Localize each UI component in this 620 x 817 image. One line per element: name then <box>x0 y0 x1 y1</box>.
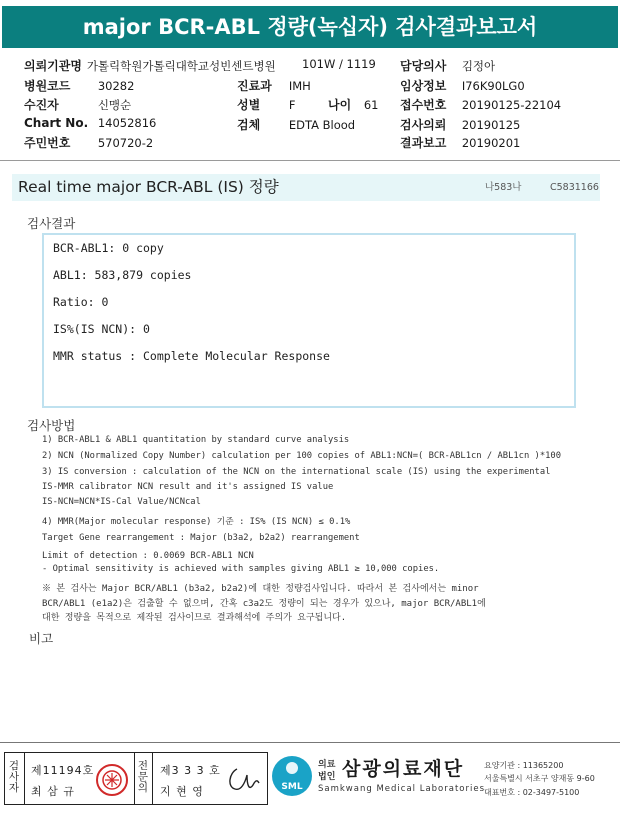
inspector-license: 제11194호 <box>31 764 95 777</box>
report-value: 20190201 <box>461 136 521 150</box>
result-box <box>42 233 576 408</box>
logo-text: SML <box>281 782 303 792</box>
method-line-9: - Optimal sensitivity is achieved with samples giving ABL1 ≥ 10,000 copies. <box>42 564 440 574</box>
report-title: major BCR-ABL 정량(녹십자) 검사결과보고서 <box>2 6 618 48</box>
doctor-row <box>400 57 495 74</box>
sex-value: F <box>288 98 296 112</box>
request-value: 20190125 <box>461 118 521 132</box>
hospital-row <box>24 57 276 74</box>
result-line-abl1: ABL1: 583,879 copies <box>53 268 192 282</box>
age-row <box>328 96 378 113</box>
result-line-ratio: Ratio: 0 <box>53 295 109 309</box>
clinic-value: I76K90LG0 <box>461 79 525 93</box>
code-value: 30282 <box>97 79 135 93</box>
id-value: 570720-2 <box>97 136 154 150</box>
specialist-name: 지 현 영 <box>160 785 204 798</box>
section-header <box>12 174 600 201</box>
section-title: Real time major BCR-ABL (IS) 정량 <box>18 178 279 196</box>
doctor-value: 김정아 <box>461 59 496 73</box>
hospital-label: 의뢰기관명 <box>24 59 82 73</box>
specimen-label: 검체 <box>237 118 261 132</box>
ward-row <box>302 57 376 71</box>
signature-box <box>4 752 268 805</box>
specialist-signature-icon <box>223 761 263 797</box>
inspector-stamp-icon <box>95 763 129 797</box>
header-divider <box>0 160 620 161</box>
id-label: 주민번호 <box>24 136 71 150</box>
method-line-2: 2) NCN (Normalized Copy Number) calculation per 100 copies of ABL1:NCN=( BCR-ABL1cn / ABL1cn )*100 <box>42 451 562 461</box>
chart-value: 14052816 <box>97 116 157 130</box>
org-english: Samkwang Medical Laboratories <box>318 784 486 794</box>
signature-divider-2 <box>134 753 135 804</box>
clinic-label: 임상정보 <box>400 79 447 93</box>
footer-divider <box>0 742 620 743</box>
method-line-12: 대한 정량을 목적으로 제작된 검사이므로 결과해석에 주의가 요구됩니다. <box>42 613 347 623</box>
method-line-6: 4) MMR(Major molecular response) 기준 : IS% (IS NCN) ≤ 0.1% <box>42 517 351 527</box>
accession-label: 접수번호 <box>400 98 447 112</box>
section-code-1: 나583나 <box>485 182 522 193</box>
method-line-5: IS-NCN=NCN*IS-Cal Value/NCNcal <box>42 497 201 507</box>
result-line-bcr-abl1: BCR-ABL1: 0 copy <box>53 241 164 255</box>
patient-value: 신맹순 <box>97 98 132 112</box>
code-label: 병원코드 <box>24 79 71 93</box>
result-line-mmr-status: MMR status : Complete Molecular Response <box>53 349 330 363</box>
signature-divider-1 <box>24 753 25 804</box>
age-value: 61 <box>363 98 379 112</box>
specialist-vertical-label: 전문의 <box>137 760 149 794</box>
org-prefix-1: 의료 <box>318 760 336 770</box>
inspector-name: 최 삼 규 <box>31 785 75 798</box>
code-row <box>24 77 134 94</box>
method-line-10: ※ 본 검사는 Major BCR/ABL1 (b3a2, b2a2)에 대한 정량검사입니다. 따라서 본 검사에서는 minor <box>42 584 479 594</box>
specimen-row <box>237 116 355 133</box>
method-line-1: 1) BCR-ABL1 & ABL1 quantitation by standard curve analysis <box>42 435 350 445</box>
section-code-2: C5831166 <box>550 182 599 193</box>
hospital-value: 가톨릭학원가톨릭대학교성빈센트병원 <box>86 59 276 73</box>
accession-row <box>400 96 561 113</box>
dept-label: 진료과 <box>237 79 272 93</box>
org-phone: 대표번호 : 02-3497-5100 <box>484 788 580 797</box>
chart-row <box>24 116 156 130</box>
patient-label: 수진자 <box>24 98 59 112</box>
sml-logo-icon <box>270 754 314 798</box>
signature-divider-3 <box>152 753 153 804</box>
inspector-vertical-label: 검사자 <box>8 760 20 794</box>
accession-value: 20190125-22104 <box>461 98 562 112</box>
method-line-3: 3) IS conversion : calculation of the NCN on the international scale (IS) using the experimental <box>42 467 551 477</box>
method-line-7: Target Gene rearrangement : Major (b3a2, b2a2) rearrangement <box>42 533 360 543</box>
chart-label: Chart No. <box>24 116 89 130</box>
org-address: 서울특별시 서초구 양재동 9-60 <box>484 774 595 783</box>
doctor-label: 담당의사 <box>400 59 447 73</box>
id-row <box>24 134 153 151</box>
request-row <box>400 116 520 133</box>
agency-code: 요양기관 : 11365200 <box>484 761 564 770</box>
patient-row <box>24 96 131 113</box>
remark-heading: 비고 <box>29 631 54 646</box>
method-line-4: IS-MMR calibrator NCN result and it's assigned IS value <box>42 482 334 492</box>
method-line-11: BCR/ABL1 (e1a2)은 검출할 수 없으며, 간혹 c3a2도 정량이 되는 경우가 있으나, major BCR/ABL1에 <box>42 599 486 609</box>
specimen-value: EDTA Blood <box>288 118 356 132</box>
method-heading: 검사방법 <box>27 418 76 433</box>
clinic-row <box>400 77 525 94</box>
org-prefix-2: 법인 <box>318 772 336 782</box>
ward-value: 101W / 1119 <box>302 57 376 71</box>
report-label: 결과보고 <box>400 136 447 150</box>
result-line-is-percent: IS%(IS NCN): 0 <box>53 322 150 336</box>
dept-value: IMH <box>288 79 311 93</box>
method-line-8: Limit of detection : 0.0069 BCR-ABL1 NCN <box>42 551 254 561</box>
result-heading: 검사결과 <box>27 216 76 231</box>
age-label: 나이 <box>328 98 352 112</box>
sex-label: 성별 <box>237 98 261 112</box>
sex-row <box>237 96 295 113</box>
dept-row <box>237 77 311 94</box>
org-name: 삼광의료재단 <box>342 758 465 780</box>
request-label: 검사의뢰 <box>400 118 447 132</box>
report-row <box>400 134 520 151</box>
specialist-license: 제3 3 3 호 <box>160 764 221 777</box>
